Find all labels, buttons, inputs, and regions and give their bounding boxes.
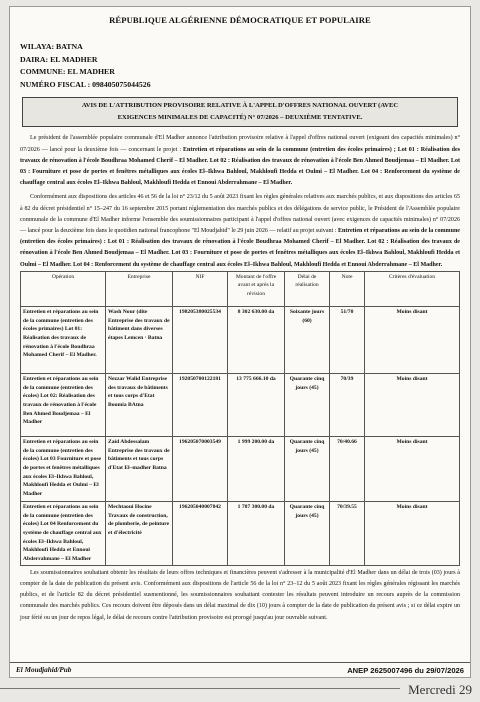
col-operation: Opération [21,271,106,306]
cell-montant: 8 302 630.00 da [228,306,285,373]
cell-note: 70/40.66 [330,436,365,501]
cell-operation: Entretien et réparations au sein de la commune (entretien des écoles primaires) Lot 01: Réalisation des travaux de rénovation à l'école Boudhraa Mohamed Cherif – El Madher. [21,306,106,373]
notice-title-box [22,97,458,127]
cell-note: 70/39 [330,373,365,436]
cell-montant: 1 787 300.00 da [228,501,285,565]
cell-montant: 13 775 666.10 da [228,373,285,436]
table-header-row [21,271,460,306]
notice-footer [10,662,470,677]
legal-paragraph [20,192,460,270]
intro-paragraph [20,133,460,189]
cell-note: 51/70 [330,306,365,373]
daira-line: DAIRA: EL MADHER [20,54,98,64]
admin-info [20,41,460,91]
cell-operation: Entretien et réparations au sein de la commune (entretien des écoles) Lot 04 Renforcement du système de chauffage central aux écoles El–Ikhwa Bahloul, Makhloufi Hedda et Ennoui Abderrahmane – El Madher [21,501,106,565]
cell-delai: Quarante cinq jours (45) [285,501,330,565]
col-delai: Délai de réalisation [285,271,330,306]
cell-entreprise: Mechtaoui Hocine Travaux de construction, de plomberie, de peinture et d'électricité [106,501,173,565]
wilaya-line: WILAYA: BATNA [20,42,83,51]
table-row [21,501,460,565]
commune-line: COMMUNE: EL MADHER [20,67,115,77]
legal-bold-text: Entretien et réparations au sein de la commune (entretien des écoles primaires) : Lot 01 : Réalisation des travaux de rénovation à l'école Boudhraa Mohamed Cherif – El Madher. Lot 02 : Réalisation des travaux de rénovation à l'école Ben Ahmed Boudjemaa – El Madher. Lot 03 : Fourniture et pose de portes et fenêtres métalliques aux écoles El–Ikhwa Bahloul, Makhloufi Hedda et Oulmi – El Madher. Lot 04 : Renforcement du système de chauffage central aux écoles El–Ikhwa Bahloul, Makhloufi Hedda et Ennoui Abderrahmane – El Madher. [20,228,460,268]
fiscal-number-line: NUMÉRO FISCAL : 098405075044526 [20,79,151,89]
legal-text: Conformément aux dispositions des articles 46 et 56 de la loi n° 23/12 du 5 août 2023 fixant les règles générales relatives aux marchés publics, et aux dispositions des articles 65 à 82 du décret présidentiel n° 15–247 du 16 septembre 2015 portant réglementation des marchés publics et des délégations de service public, le Président de l'Assemblée populaire communale de la commune d'El Madher informe l'ensemble des soumissionnaires participant à l'appel d'offres national ouvert (avec exigences de capacités minimales) n° 07/2026 — lancé pour la deuxième fois dans le quotidien national francophone "El Moudjahid" le 29 juin 2026 — relatif au projet suivant : [20,194,460,234]
col-nif: NIF [173,271,228,306]
cell-delai: Soixante jours (60) [285,306,330,373]
page-date-label: Mercredi 29 [408,682,472,697]
closing-paragraph: Les soumissionnaires souhaitant obtenir les résultats de leurs offres techniques et financières peuvent s'adresser à la municipalité d'El Madher dans un délai de trois (03) jours à compter de la date de publication du présent avis. Conformément aux dispositions de l'article 56 de la loi n° 23–12 du 5 août 2023 fixant les règles générales régissant les marchés publics, et de l'article 82 du décret présidentiel susmentionné, les soumissionnaires souhaitant contester les résultats peuvent introduire un recours auprès de la commission communale des marchés publics. Ces recours doivent être déposés dans un délai maximal de dix (10) jours à compter de la date de publication du présent avis ; si ce délai expire un jour férié ou un jour de repos légal, le délai de recours contre l'attribution provisoire est prorogé jusqu'au jour ouvrable suivant. [20,569,460,621]
col-montant: Montant de l'offre avant et après la révision [228,271,285,306]
republic-header: RÉPUBLIQUE ALGÉRIENNE DÉMOCRATIQUE ET POPULAIRE [109,15,371,25]
table-row [21,436,460,501]
cell-note: 70/39.55 [330,501,365,565]
cell-critere: Moins disant [365,501,460,565]
cell-nif: 196205070003549 [173,436,228,501]
notice-title-line2: EXIGENCES MINIMALES DE CAPACITÉ) N° 07/2026 – DEUXIÈME TENTATIVE. [117,114,363,122]
cell-critere: Moins disant [365,306,460,373]
notice-sheet [9,6,471,678]
col-criteres: Critères d'évaluation [365,271,460,306]
cell-delai: Quarante cinq jours (45) [285,373,330,436]
notice-title-line1: AVIS DE L'ATTRIBUTION PROVISOIRE RELATIVE À L'APPEL D'OFFRES NATIONAL OUVERT (AVEC [81,102,399,110]
cell-nif: 192050700122181 [173,373,228,436]
cell-entreprise: Nezzar Walid Entreprise des travaux de bâtiments et tous corps d'Etat Boumia BAtna [106,373,173,436]
cell-montant: 1 999 200.00 da [228,436,285,501]
cell-operation: Entretien et réparations au sein de la commune (entretien des écoles) Lot 02: Réalisation des travaux de rénovation à l'école Ben Ahmed Boudjemaa – El Madher [21,373,106,436]
col-note: Note [330,271,365,306]
cell-entreprise: Zaid Abdessalam Entreprise des travaux de bâtiments et tous corps d'Etat El–madher Batna [106,436,173,501]
results-table [20,271,460,566]
cell-operation: Entretien et réparations au sein de la commune (entretien des écoles) Lot 03 Fourniture et pose de portes et fenêtres métalliques aux écoles El–Ikhwa Bahloul, Makhloufi Hedda et Oulmi – El Madher [21,436,106,501]
intro-text: Le président de l'assemblée populaire communale d'El Madher annonce l'attribution provisoire relative à l'appel d'offres national ouvert (exigeant des capacités minimales) n° 07/2026 — lancé pour la deuxième fois — concernant le projet : [20,135,460,153]
cell-nif: 198205380025534 [173,306,228,373]
col-entreprise: Entreprise [106,271,173,306]
cell-nif: 196205040007842 [173,501,228,565]
publication-credit: El Moudjahid/Pub [16,666,72,674]
anep-reference: ANEP 2625007496 du 29/07/2026 [347,665,464,675]
intro-bold-text: Entretien et réparations au sein de la commune (entretien des écoles primaires) ; Lot 01 : Réalisation des travaux de rénovation à l'école Boudhraa Mohamed Cherif – El Madher. Lot 02 : Réalisation des travaux de rénovation à l'école Ben Ahmed Boudjemaa – El Madher. Lot 03 : Fourniture et pose de portes et fenêtres métalliques aux écoles El–Ikhwa Bahloul, Makhloufi Hedda et Oulmi – El Madher. Lot 04 : Renforcement du système de chauffage central aux écoles El–Ikhwa Bahloul, Makhloufi Hedda et Ennoui Abderrahmane – El Madher. [20,146,460,187]
cell-entreprise: Wash Nour (dite Entreprise des travaux de bâtiment dans diverses étapes Lemcen · Batna [106,306,173,373]
table-row [21,373,460,436]
page-rule [0,688,400,689]
cell-critere: Moins disant [365,373,460,436]
cell-critere: Moins disant [365,436,460,501]
cell-delai: Quarante cinq jours (45) [285,436,330,501]
table-row [21,306,460,373]
